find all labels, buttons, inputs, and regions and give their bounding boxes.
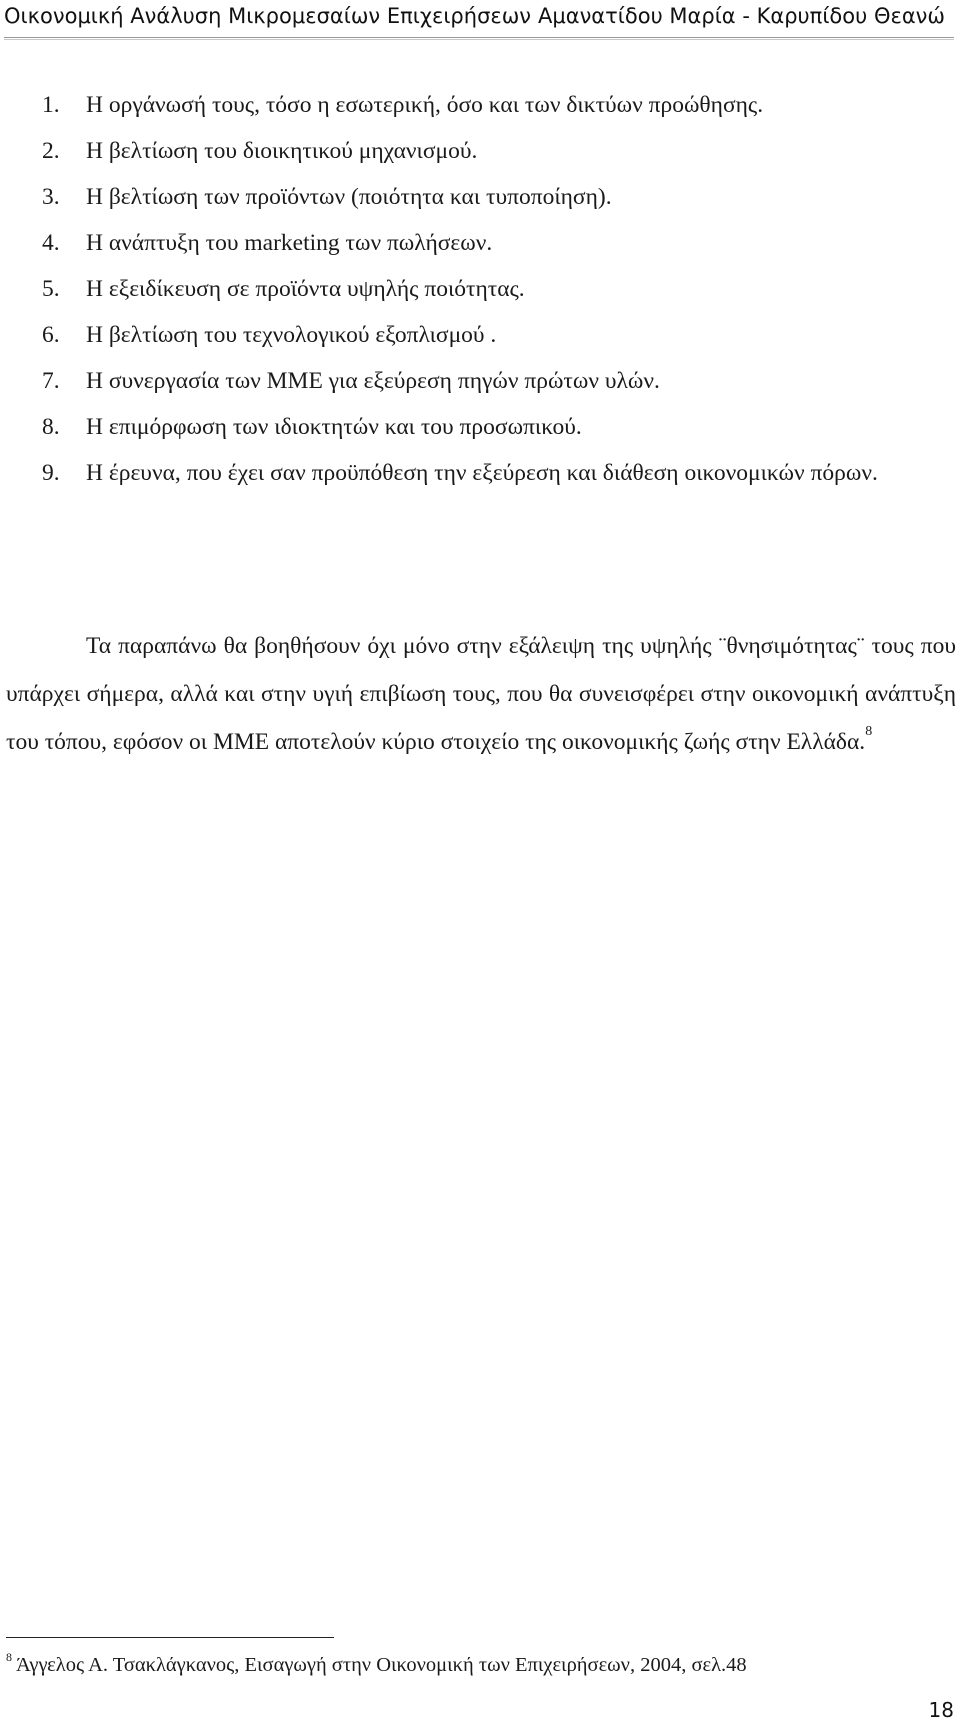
header-authors: Αμανατίδου Μαρία - Καρυπίδου Θεανώ: [538, 4, 945, 28]
list-item-text: Η βελτίωση των προϊόντων (ποιότητα και τυποποίηση).: [86, 184, 612, 210]
list-item: [0, 174, 960, 220]
list-item: [0, 404, 960, 450]
list-item-number: 1.: [42, 92, 60, 118]
list-item: [0, 82, 960, 128]
numbered-list: [0, 82, 960, 496]
list-item-number: 9.: [42, 460, 60, 486]
body-paragraph: [6, 622, 956, 766]
list-item: [0, 450, 960, 496]
list-item-number: 3.: [42, 184, 60, 210]
list-item-number: 4.: [42, 230, 60, 256]
list-item-number: 7.: [42, 368, 60, 394]
list-item-text: Η εξειδίκευση σε προϊόντα υψηλής ποιότητας.: [86, 276, 525, 302]
list-item-number: 6.: [42, 322, 60, 348]
list-item-text: Η οργάνωσή τους, τόσο η εσωτερική, όσο και των δικτύων προώθησης.: [86, 92, 764, 118]
list-item-text: Η βελτίωση του τεχνολογικού εξοπλισμού .: [86, 322, 497, 348]
list-item-text: Η έρευνα, που έχει σαν προϋπόθεση την εξεύρεση και διάθεση οικονομικών πόρων.: [86, 460, 878, 486]
paragraph-text: Τα παραπάνω θα βοηθήσουν όχι μόνο στην εξάλειψη της υψηλής ¨θνησιμότητας¨ τους που υπάρχει σήμερα, αλλά και στην υγιή επιβίωση τους, που θα συνεισφέρει στην οικονομική ανάπτυξη του τόπου, εφόσον οι ΜΜΕ αποτελούν κύριο στοιχείο της οικονομικής ζωής στην Ελλάδα.: [6, 633, 956, 755]
running-header: [0, 0, 960, 40]
list-item-number: 8.: [42, 414, 60, 440]
list-item-number: 5.: [42, 276, 60, 302]
list-item-number: 2.: [42, 138, 60, 164]
footnote-separator: [6, 1637, 334, 1638]
list-item-text: Η ανάπτυξη του marketing των πωλήσεων.: [86, 230, 493, 256]
list-item: [0, 358, 960, 404]
footnote-reference[interactable]: 8: [865, 724, 873, 739]
footnote-mark: 8: [6, 1650, 12, 1664]
footnote-text: Άγγελος Α. Τσακλάγκανος, Εισαγωγή στην Οικονομική των Επιχειρήσεων, 2004, σελ.48: [16, 1654, 747, 1676]
list-item-text: Η βελτίωση του διοικητικού μηχανισμού.: [86, 138, 478, 164]
list-item: [0, 220, 960, 266]
list-item: [0, 312, 960, 358]
list-item: [0, 128, 960, 174]
header-divider: [4, 37, 954, 40]
footnote: [6, 1650, 747, 1677]
list-item-text: Η συνεργασία των ΜΜΕ για εξεύρεση πηγών πρώτων υλών.: [86, 368, 660, 394]
header-title: Οικονομική Ανάλυση Μικρομεσαίων Επιχειρήσεων: [4, 4, 532, 28]
list-item-text: Η επιμόρφωση των ιδιοκτητών και του προσωπικού.: [86, 414, 582, 440]
page-number: 18: [928, 1698, 954, 1722]
list-item: [0, 266, 960, 312]
